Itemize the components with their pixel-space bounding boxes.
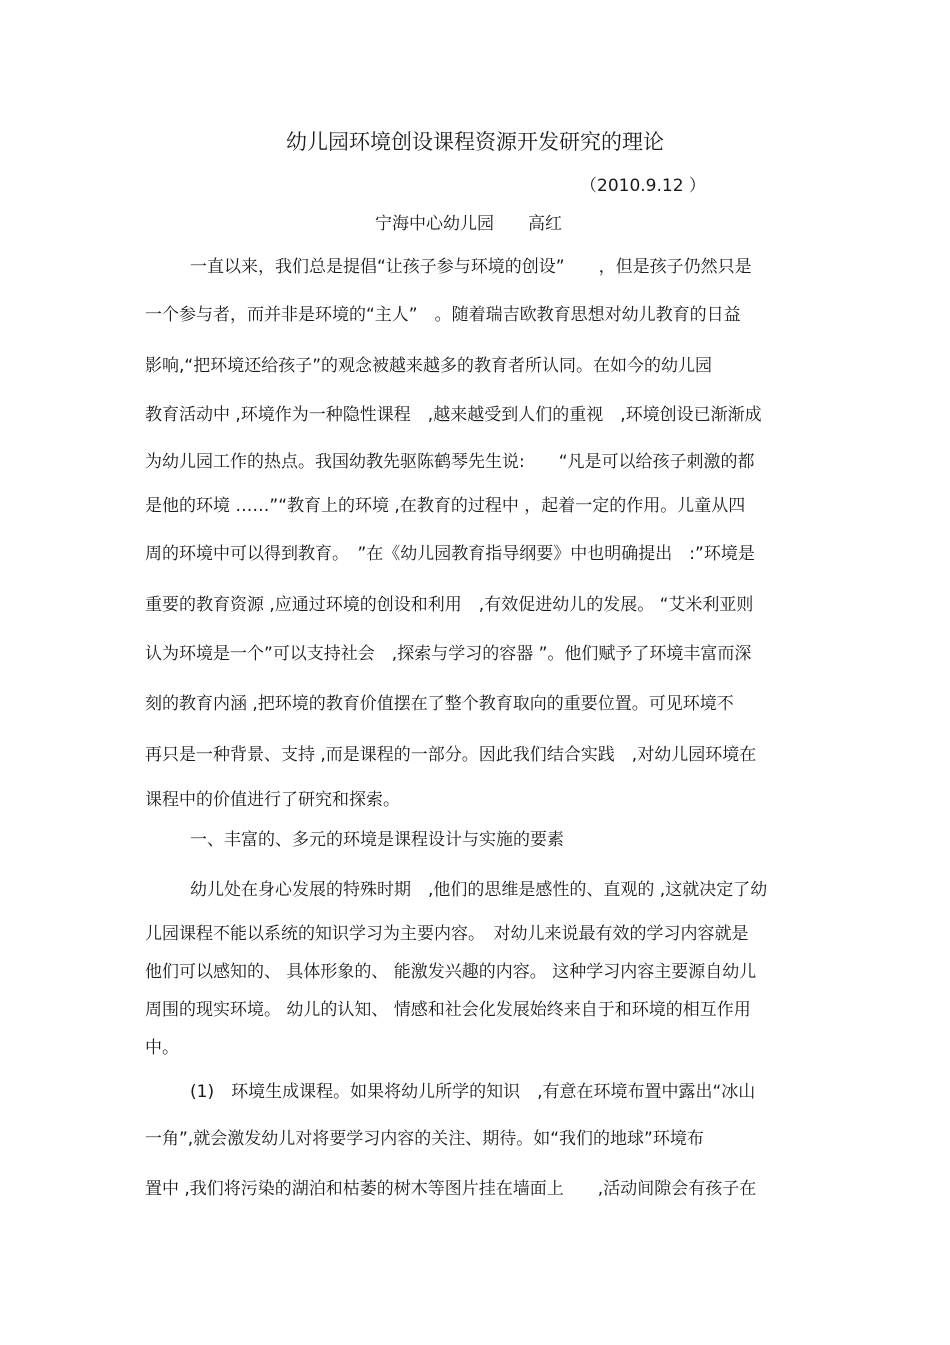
body-line: 重要的教育资源 ,应通过环境的创设和利用 ,有效促进幼儿的发展。 “艾米利亚则 — [145, 595, 754, 615]
body-line: 儿园课程不能以系统的知识学习为主要内容。 对幼儿来说最有效的学习内容就是 — [145, 924, 749, 944]
body-line: 中。 — [145, 1038, 179, 1058]
body-line: 周的环境中可以得到教育。 ”在《幼儿园教育指导纲要》中也明确提出 :”环境是 — [145, 544, 755, 564]
body-line: 是他的环境 ……”“教育上的环境 ,在教育的过程中 ，起着一定的作用。儿童从四 — [145, 496, 746, 516]
body-line: 他们可以感知的、 具体形象的、 能激发兴趣的内容。 这种学习内容主要源自幼儿 — [145, 962, 757, 982]
body-line: 周围的现实环境。 幼儿的认知、 情感和社会化发展始终来自于和环境的相互作用 — [145, 1000, 751, 1020]
body-line: 课程中的价值进行了研究和探索。 — [145, 790, 400, 810]
body-line: 认为环境是一个”可以支持社会 ,探索与学习的容器 ”。他们赋予了环境丰富而深 — [145, 644, 752, 664]
document-title: 幼儿园环境创设课程资源开发研究的理论 — [286, 130, 664, 154]
body-line: 一直以来，我们总是提倡“让孩子参与环境的创设” ，但是孩子仍然只是 — [190, 257, 752, 277]
body-line: 教育活动中 ,环境作为一种隐性课程 ,越来越受到人们的重视 ,环境创设已渐渐成 — [145, 405, 762, 425]
section-heading: 一、丰富的、多元的环境是课程设计与实施的要素 — [190, 830, 564, 850]
document-date: （2010.9.12 ） — [580, 176, 706, 196]
body-line: 一个参与者，而并非是环境的“主人” 。随着瑞吉欧教育思想对幼儿教育的日益 — [145, 305, 741, 325]
body-line: 影响,“把环境还给孩子”的观念被越来越多的教育者所认同。在如今的幼儿园 — [145, 356, 713, 376]
document-author: 宁海中心幼儿园 高红 — [375, 214, 562, 234]
body-line: 幼儿处在身心发展的特殊时期 ,他们的思维是感性的、直观的 ,这就决定了幼 — [190, 880, 768, 900]
body-line: 刻的教育内涵 ,把环境的教育价值摆在了整个教育取向的重要位置。可见环境不 — [145, 694, 734, 714]
body-line: 再只是一种背景、支持 ,而是课程的一部分。因此我们结合实践 ,对幼儿园环境在 — [145, 745, 757, 765]
body-line: 置中 ,我们将污染的湖泊和枯萎的树木等图片挂在墙面上 ,活动间隙会有孩子在 — [145, 1179, 757, 1199]
body-line: (1) 环境生成课程。如果将幼儿所学的知识 ,有意在环境布置中露出“冰山 — [190, 1082, 756, 1102]
body-line: 一角”,就会激发幼儿对将要学习内容的关注、期待。如“我们的地球”环境布 — [145, 1129, 704, 1149]
body-line: 为幼儿园工作的热点。我国幼教先驱陈鹤琴先生说: “凡是可以给孩子刺激的都 — [145, 452, 755, 472]
